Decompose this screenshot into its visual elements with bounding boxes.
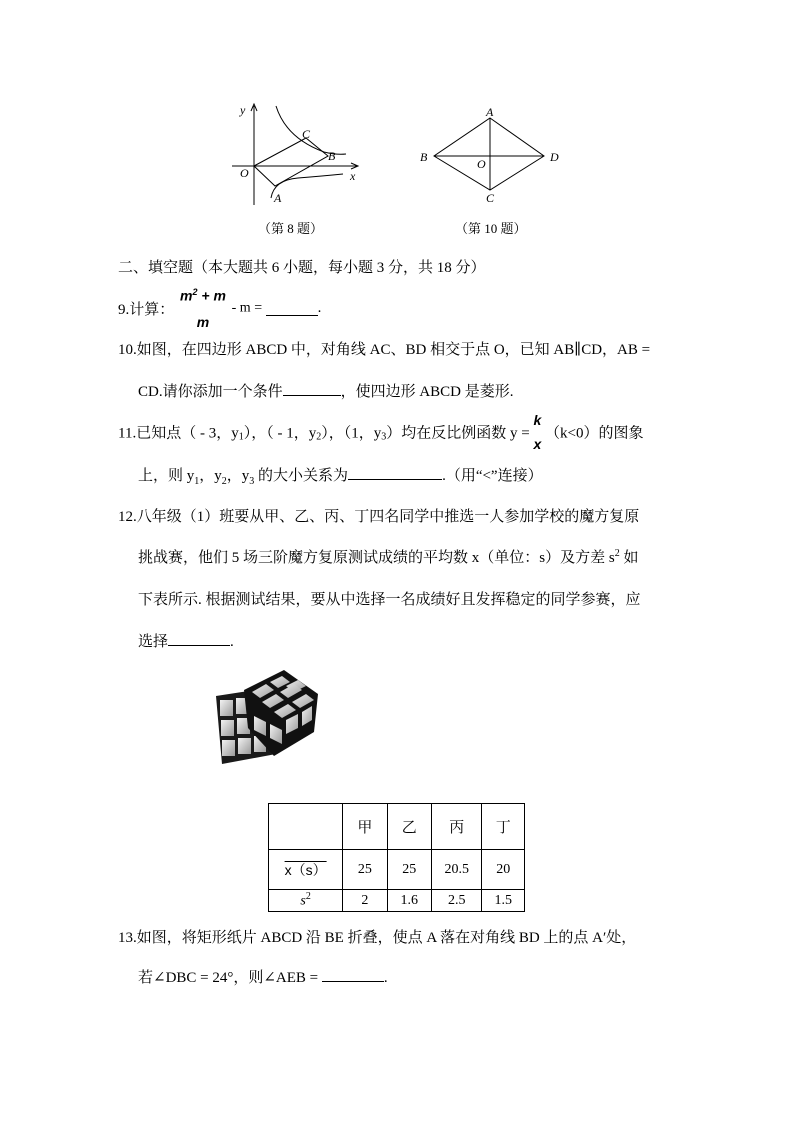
table-cell: 1.6 (387, 890, 431, 912)
question-11-line1 (118, 412, 643, 456)
section-title: 二、填空题（本大题共 6 小题，每小题 3 分，共 18 分） (118, 260, 486, 276)
q11-fraction (533, 412, 541, 452)
table-cell: 20.5 (432, 850, 482, 890)
q12-l2-a: 挑战赛，他们 5 场三阶魔方复原测试成绩的平均数 x（单位：s）及方差 s (138, 550, 615, 566)
figure-10 (412, 104, 572, 208)
q13-l2: 若∠DBC = 24°，则∠AEB = (138, 970, 322, 986)
table-cell: 25 (387, 850, 431, 890)
q13-l2-end: . (383, 970, 388, 986)
question-9 (118, 287, 321, 331)
question-11-line2 (138, 464, 543, 487)
q13-answer-blank[interactable] (322, 967, 384, 982)
q12-l2-sup: 2 (614, 548, 620, 559)
q11-sub2: 2 (316, 431, 322, 443)
question-13-line2 (138, 966, 388, 987)
q9-suffix: - m = (231, 300, 266, 316)
q9-answer-blank[interactable] (266, 301, 318, 316)
figure-8-caption: （第 8 题） (258, 221, 324, 236)
table-cell: 2 (343, 890, 387, 912)
q12-l4: 选择 (138, 634, 169, 650)
table-header-row (269, 804, 525, 850)
q9-end: . (317, 299, 322, 316)
q9-prefix: 9.计算： (118, 301, 175, 318)
figure-8-diagram (228, 100, 363, 210)
fig8-label-b: B (328, 149, 336, 163)
row2-label: s (300, 893, 306, 909)
figure-10-diagram (412, 104, 572, 208)
q10-answer-blank[interactable] (283, 381, 341, 396)
fig8-label-x: x (350, 169, 356, 183)
table-row-label (269, 850, 343, 890)
table-cell: 1.5 (482, 890, 525, 912)
figure-8 (228, 100, 363, 210)
q12-answer-blank[interactable] (168, 631, 230, 646)
question-10-line1: 10.如图，在四边形 ABCD 中，对角线 AC、BD 相交于点 O，已知 AB∥CD，AB = (118, 342, 651, 358)
q11-l2-b: ，y (199, 468, 222, 484)
fig10-label-d: D (550, 150, 559, 164)
fig8-label-c: C (302, 127, 311, 141)
question-13-line1: 13.如图，将矩形纸片 ABCD 沿 BE 折叠，使点 A 落在对角线 BD 上的点 A′处， (118, 930, 637, 946)
q11-l2-s1: 1 (194, 476, 200, 487)
table-header-cell: 丙 (432, 804, 482, 850)
table-cell: 2.5 (432, 890, 482, 912)
table-cell: 20 (482, 850, 525, 890)
table-header-cell: 乙 (387, 804, 431, 850)
table-header-cell: 丁 (482, 804, 525, 850)
question-10-line2 (138, 380, 514, 401)
q11-l2-c: ，y (226, 468, 250, 484)
question-12-line2 (138, 546, 638, 567)
fig10-label-b: B (420, 150, 428, 164)
q11-sub3: 3 (381, 431, 387, 443)
q11-frac-num: k (533, 412, 542, 428)
table-cell: 25 (343, 850, 387, 890)
q10-line2-b: ，使四边形 ABCD 是菱形. (340, 384, 514, 400)
row2-sup: 2 (305, 891, 311, 903)
score-table (268, 803, 525, 912)
figure-10-caption: （第 10 题） (455, 221, 527, 236)
q12-l2-b: 如 (619, 550, 639, 566)
q9-fraction (178, 287, 228, 330)
q11-frac-den: x (533, 436, 542, 452)
q9-denominator: m (196, 313, 210, 330)
q9-num-exp: 2 (192, 287, 198, 297)
table-header-cell (269, 804, 343, 850)
question-12-line1: 12.八年级（1）班要从甲、乙、丙、丁四名同学中推选一人参加学校的魔方复原 (118, 509, 640, 525)
q11-text-e: （k<0）的图象 (544, 425, 644, 442)
fig10-label-a: A (486, 105, 494, 119)
question-12-line4 (138, 630, 234, 651)
q9-num-rest: + m (197, 287, 226, 304)
q12-l4-end: . (230, 634, 234, 650)
fig8-label-a: A (274, 191, 282, 205)
q11-l2-d: 的大小关系为 (254, 468, 349, 484)
q11-text-a: 11.已知点（ - 3，y (118, 425, 239, 442)
fig10-label-c: C (486, 191, 495, 205)
q11-l2-s2: 2 (221, 476, 227, 487)
table-row (269, 850, 525, 890)
fig8-label-o: O (240, 166, 249, 180)
q11-text-d: ）均在反比例函数 y = (386, 425, 530, 442)
rubiks-cube-icon (214, 668, 320, 772)
table-row (269, 890, 525, 912)
question-12-line3: 下表所示. 根据测试结果，要从中选择一名成绩好且发挥稳定的同学参赛，应 (138, 592, 641, 608)
fig8-label-y: y (240, 103, 246, 117)
row1-label: x（s） (284, 861, 327, 878)
q11-text-c: ），（1，y (321, 425, 382, 442)
q11-answer-blank[interactable] (348, 465, 442, 480)
fig10-label-o: O (477, 157, 486, 171)
q11-l2-e: .（用“<”连接） (442, 468, 543, 484)
q11-l2-s3: 3 (249, 476, 255, 487)
rubiks-cube-image (214, 668, 320, 772)
table-row-label (269, 890, 343, 912)
q10-line2-a: CD.请你添加一个条件 (138, 384, 283, 400)
q11-l2-a: 上，则 y (138, 468, 195, 484)
q9-num-base: m (180, 287, 193, 304)
q11-sub1: 1 (238, 431, 244, 443)
table-header-cell: 甲 (343, 804, 387, 850)
q11-text-b: ），（ - 1，y (243, 425, 317, 442)
